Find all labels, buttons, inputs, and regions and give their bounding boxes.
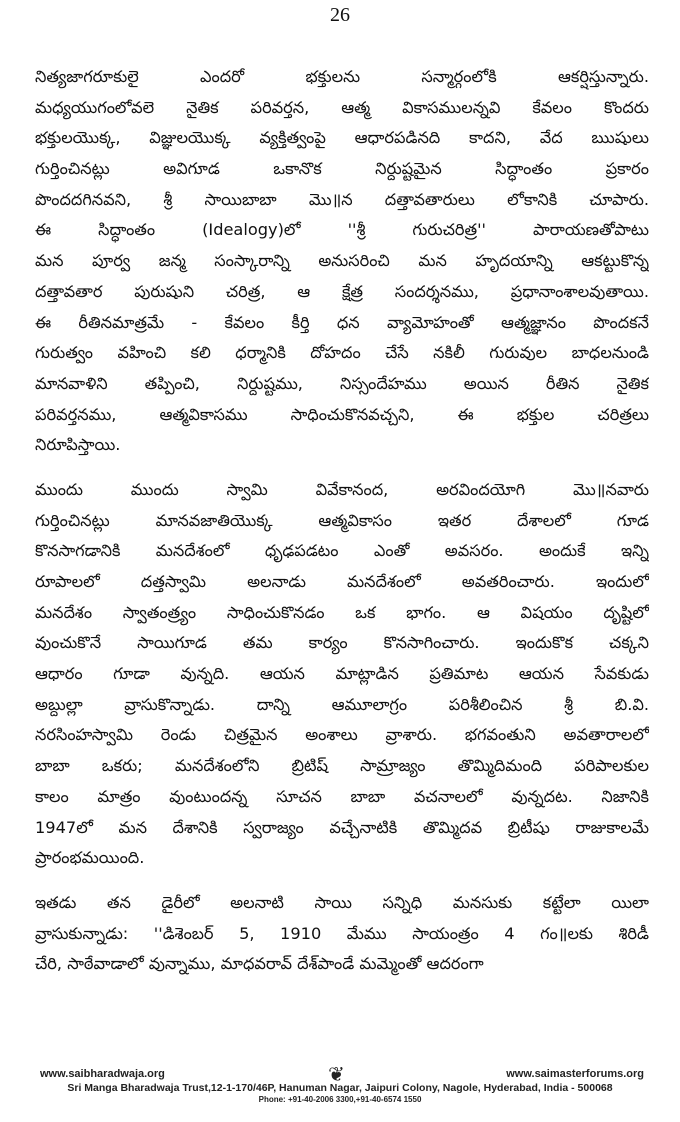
- text-line: అబ్దుల్లా వ్రాసుకొన్నాడు. దాన్ని ఆమూలాగ్రం పరిశీలించిన శ్రీ బి.వి.: [35, 694, 649, 714]
- text-line: దత్తావతార పురుషుని చరిత్ర, ఆ క్షేత్ర సందర్శనము, ప్రధానాంశాలవుతాయి.: [35, 281, 649, 301]
- text-line: పొందదగినవని, శ్రీ సాయిబాబా మొ॥న దత్తావతారులు లోకానికి చూపారు.: [35, 189, 649, 209]
- text-line: ఈ రీతినమాత్రమే - కేవలం కీర్తి ధన వ్యామోహంతో ఆత్మజ్ఞానం పొందకనే: [35, 312, 649, 332]
- text-line: రూపాలలో దత్తస్వామి అలనాడు మనదేశంలో అవతరించారు. ఇందులో: [35, 572, 649, 591]
- text-line: కాలం మాత్రం వుంటుందన్న సూచన బాబా వచనాలలో వున్నదట. నిజానికి: [35, 786, 649, 806]
- text-line: మధ్యయుగంలోవలె నైతిక పరివర్తన, ఆత్మ వికాసములన్నవి కేవలం కొందరు: [35, 97, 649, 117]
- text-line: ప్రారంభమయింది.: [35, 848, 145, 868]
- text-line: ఆధారం గూడా వున్నది. ఆయన మాట్లాడిన ప్రతిమాట ఆయన సేవకుడు: [35, 664, 649, 684]
- page-number: 26: [330, 4, 350, 26]
- paragraph: [35, 475, 649, 874]
- text-line: చేరి, సాఠేవాడాలో వున్నాము, మాధవరావ్ దేశ్‌పాండే మమ్మెంతో ఆదరంగా: [35, 954, 484, 974]
- text-line: ముందు ముందు స్వామి వివేకానంద, అరవిందయోగి మొ॥నవారు: [35, 479, 649, 499]
- text-line: గుర్తించినట్లు మానవజాతియొక్క ఆత్మవికాసం ఇతర దేశాలలో గూడ: [35, 510, 649, 530]
- page-footer: [30, 1064, 650, 1105]
- text-line: మానవాళిని తప్పించి, నిర్దుష్టము, నిస్సందేహము అయిన రీతిన నైతిక: [35, 373, 649, 393]
- footer-address: Sri Manga Bharadwaja Trust,12-1-170/46P, Hanuman Nagar, Jaipuri Colony, Nagole, Hyderabad, India - 500068: [67, 1082, 613, 1094]
- text-line: భక్తులయొక్క, విజ్ఞులయొక్క వ్యక్తిత్వంపై ఆధారపడినది కాదని, వేద ఋషులు: [35, 128, 649, 148]
- footer-phone: Phone: +91-40-2006 3300,+91-40-6574 1550: [258, 1095, 422, 1104]
- text-line: నిత్యజాగరూకులై ఎందరో భక్తులను సన్మార్గంలోకి ఆకర్షిస్తున్నారు.: [35, 67, 649, 86]
- text-line: వ్రాసుకున్నాడు: ''డిశెంబర్ 5, 1910 మేము సాయంత్రం 4 గం॥లకు శిరిడీ: [35, 923, 649, 943]
- text-line: మన పూర్వ జన్మ సంస్కారాన్ని అనుసరించి మన హృదయాన్ని ఆకట్టుకొన్న: [35, 251, 649, 271]
- text-line: ఈ సిద్ధాంతం (Idealogy)లో ''శ్రీ గురుచరిత్ర'' పారాయణతోపాటు: [35, 220, 649, 240]
- text-line: పరివర్తనము, ఆత్మవికాసము సాధించుకొనవచ్చని, ఈ భక్తుల చరిత్రలు: [35, 404, 649, 424]
- footer-website-left[interactable]: www.saibharadwaja.org: [40, 1068, 165, 1080]
- text-line: గురుత్వం వహించి కలి ధర్మానికి దోహదం చేసే నకిలీ గురువుల బాధలనుండి: [35, 343, 649, 363]
- text-line: ఇతడు తన డైరీలో అలనాటి సాయి సన్నిధి మనసుకు కట్టేలా యిలా: [35, 892, 649, 912]
- text-line: నిరూపిస్తాయి.: [35, 435, 121, 455]
- text-line: నరసింహస్వామి రెండు చిత్రమైన అంశాలు వ్రాశారు. భగవంతుని అవతారాలలో: [35, 725, 649, 745]
- text-line: వుంచుకొనే సాయిగూడ తమ కార్యం కొనసాగించారు. ఇందుకొక చక్కని: [35, 633, 649, 653]
- text-line: 1947లో మన దేశానికి స్వరాజ్యం వచ్చేనాటికి తొమ్మిదవ బ్రిటీషు రాజుకాలమే: [35, 817, 649, 837]
- text-line: గుర్తించినట్లు అవిగూడ ఒకానొక నిర్దుష్టమైన సిద్ధాంతం ప్రకారం: [35, 159, 649, 179]
- paragraph: [35, 888, 649, 980]
- footer-website-right[interactable]: www.saimasterforums.org: [506, 1068, 644, 1080]
- footer-ornament-icon: ❦: [328, 1064, 345, 1086]
- page-body: [35, 62, 649, 980]
- text-line: కొనసాగడానికి మనదేశంలో ధృఢపడటం ఎంతో అవసరం. అందుకే ఇన్ని: [35, 541, 649, 561]
- paragraph: [35, 62, 649, 461]
- text-line: మనదేశం స్వాతంత్ర్యం సాధించుకొనడం ఒక భాగం. ఆ విషయం దృష్టిలో: [35, 602, 649, 622]
- text-line: బాబా ఒకరు; మనదేశంలోని బ్రిటిష్ సామ్రాజ్యం తొమ్మిదిమంది పరిపాలకుల: [35, 756, 649, 776]
